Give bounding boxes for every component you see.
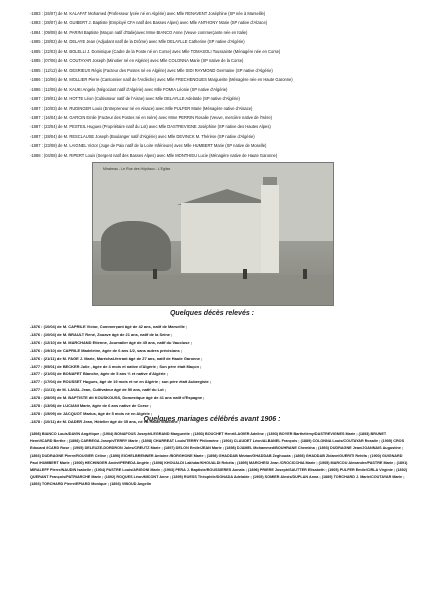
marriages-heading: Quelques mariages célébrés avant 1906 :: [143, 416, 281, 423]
marriage-record: -1883 : (28/07) de M. GUIBERT J. Baptiste (Employé CFA natif des Basses Alpes) avec Mlle ANTHONY Marie (SP native d'Alzace): [30, 20, 268, 26]
deaths-heading: Quelques décès relevés :: [169, 310, 255, 317]
marriage-record: -1887 : (16/04) de M. GARCIN Emile (Facteur des Postes né en Isère) avec Mme PERRIN Rosalie (Veuve, mercière native de l'Isère): [30, 114, 272, 120]
marriage-record: -1886 : (12/06) de M. KAUKI Angelo (Négociant natif d'Algérie) avec Mlle FOMIA Léonie (SP native d'Algérie): [30, 86, 228, 92]
death-record: -1878 : (15/09) de JACQUOT Marius, âgé de 5 mois né en Algérie ;: [30, 410, 153, 416]
marriage-record: -1885 : (12/12) de M. DESRIEUX Régis (Facteur des Postes né en Algérie) avec Mlle SIDI RAYMOND Germaine (SP native d'Algérie): [30, 67, 273, 73]
person-figure: [303, 269, 307, 279]
marriage-record: -1887 : (28/04) de M. RESCLAUSE Joseph (Boulanger natif d'Algérie) avec Mlle DEVINCK M. Thérèse (SP native d'Algérie): [30, 133, 255, 139]
marriage-record: -1887 : (29/01) de M. HOTTE Léon (Cultivateur natif de l'Aisne) avec Mlle DELAYLLE Adelaïde (SP native d'Algérie): [30, 96, 240, 102]
marriages-paragraph: (1898) BIANCO Louis/DAVIN Angélique ; (1904) BONAFOUS Joseph/LEGRAND Marguerite ; (1893) BOUCHET Henri/LAGIER Adeline ; (1893) BOYER Barthélémy/DASTREVIGNES Marie ; (1893) BRUNET Henri/ICARD Berthe ; (1898) CARREGA Joseph/TERRY Marie ; (1898) CHARREAT Louis/TERRY Philomène ; (1904) CLAUDET Léon/ALBANEL François ; (1889) COLONNA Louis/COUTAYAR Rosalie ; (1905) CROS Edouard /ICARD Rose ; (1905) DELEUZE-DORDRON Jules/CREUTZ Marie ; (1897) DELON Emile/JEAN Marie ; (1898) DJAMEL Mohammed/BOUHRANE Chemkha ; (1893) DUDRAGNE Jean/JOANNAIS Augustine ; (1893) DUDRAGNE Pierre/ROUGIER Céline ; (1890) EICHELBRENNER Antoine /BORGHONE Marie ; (1898) GHADDAB Mézian/GHADDAB Zeghouda ; (1898) GHADDAB Zidane/GUERITI Rehifa ; (1900) GUIGNARD Paul /HUMBERT Marie ; (1900) HECHINGER André/PEREDA Angèle ; (1898) KHOUALDI Lakhdar/KHOUALDI Rebéia ; (1895) MARCHESI Jean /CROCICCHIA Marie ; (1905) MARCOU Alexandre/PASTRE Marie ; (1891) MIRALEFF Pierre/NAUDIN Isabelle ; (1904) PASTRE Louis/ARIGONI Marie ; (1903) PERA J. Baptiste/ROUSSIERES Annaïs ; (1896) PRIERE Joseph/SAUTTER Elisabeth ; (1905) PULFER Emile/CIRLA Virginie ; (1892) QUERANT François/PATRIARCHE Marie ; (1892) ROQUES Léon/MICONT Anne ; (1895) RUESS Théophile/DONADA Adelaïde ; (1905) SOMIER Alexis/DUPLAN Anna ; (1889) TORCHARD J. Marie/COUTAYAR Marie ; (1893) TORCHARD Pierre/EPIARD Monique ; (1893) VIBOUD Angelin: [30, 432, 408, 487]
death-record: -1877 : (17/04) de ROUSSET Hugues, âgé de 19 mois et né en Algérie ; son père était Aubergiste ;: [30, 379, 212, 385]
photo-trees: [101, 221, 171, 271]
photo-ground: [93, 275, 333, 305]
postcard-caption: Mirabeau - Le Rue des Hôpitaux - L'Eglise: [103, 167, 171, 171]
marriage-record: -1887 : (10/03) de M. RUDINGER Louis (Entrepreneur né en Alsace) avec Mlle PULFER Marie (Ménagère native d'Alsace): [30, 105, 253, 111]
bell-tower: [261, 185, 279, 273]
marriage-record: -1883 : (26/07) de M. KALAFAT Mohamed (Professeur lycée né en Algérie) avec Mlle RENAVENT Joséphine (SP née à Marseille): [30, 11, 266, 16]
marriage-record: -1887 : (23/04) de M. PESTEIL Hugues (Propriétaire natif du Lot) avec Mlle DASTREVIGNE Joséphine (SP native des Hautes Alpes): [30, 124, 271, 130]
marriage-record: -1887 : (23/08) de M. LAIGNEL Victor (Juge de Paix natif de la Loire Inférieure) avec Mlle HUMBERT Marie (SP native de Moselle): [30, 143, 267, 149]
marriage-record: -1888 : (04/08) de M. RIPERT Louis (Sergent natif des Basses Alpes) avec Mlle MONTHIEU Lucie (Ménagère native de Haute Garonne): [30, 152, 278, 158]
death-record: -1876 : (19/10) de CAPRILE Madeleine, âgée de 6 ans 1/2, sans autres précisions ;: [30, 347, 183, 353]
marriage-records-list: [30, 9, 402, 160]
marriage-record: -1884 : (09/08) de M. PARINI Baptiste (Maçon natif d'Italie)avec Mme BIANCO Anne (Veuve commerçante née en Italie): [30, 29, 248, 35]
marriage-record: -1885 : (07/06) de M. COUTAYAR Joseph (Minotier né en Algérie) avec Mlle COLONNA Marie (SP native de la Corse): [30, 58, 244, 64]
death-record: -1878 : (10/11) de M. DADER Jean, Hôtelier âgé de 35 ans, né en Haute Garonne ;: [30, 418, 181, 424]
death-record: -1876 : (12/10) de M. MARCHAND Etienne, Journalier âgé de 45 ans, natif du Vaucluse ;: [30, 339, 192, 345]
marriage-record: -1885 : (22/03) de M. BOLELLI J. Dominique (Cadre de la Poste né en Corse) avec Mlle TOMASOLI Toussainte (Ménagère née en Corse): [30, 48, 281, 54]
death-record: -1876 : (10/04) de M. BRAULT René, Zouave âgé de 21 ans, natif de la Seine ;: [30, 331, 173, 337]
death-record: -1876 : (21/11) de M. FAGE J. Marie, Maréchal-ferrant âgé de 27 ans, natif de Haute Garonne ;: [30, 355, 203, 361]
church-building: [181, 203, 273, 273]
postcard-photo-church: [92, 162, 334, 306]
death-record: -1878 : (28/05) de M. BAPTISTE dit KOUSKOUSS, Domestique âgé de 41 ans natif d'Espagne ;: [30, 395, 205, 401]
marriage-record: -1885 : (28/02) de M. DELAYE Jean (Adjudant natif de la Drôme) avec Mlle DELAYLLE Catherine (SP native d'Algérie): [30, 39, 245, 45]
person-figure: [243, 269, 247, 279]
death-record: -1876 : (10/04) de M. CAPRILE Victor, Commerçant âgé de 42 ans, natif de Marseille ;: [30, 324, 188, 329]
death-record: -1878 : (13/08) de LUCIANI Marie, âgée de 6 ans native de Corse ;: [30, 403, 152, 409]
death-records-list: [30, 323, 402, 426]
death-record: -1877 : (05/01) de BECKER Julie , âgée de 4 mois et native d'Algérie ; Son père était Maçon ;: [30, 363, 202, 369]
person-figure: [153, 269, 157, 279]
death-record: -1877 : (11/11) de M. LAVAL Jean, Cultivateur âgé de 50 ans, natif du Lot ;: [30, 387, 167, 393]
marriage-record: -1886 : (10/06) de M. MOLLIER Pierre (Cantonnier natif de l'Ardèche) avec Mlle FRECHENGUES Marguerite (Ménagère née en Haute Garonne): [30, 77, 293, 83]
death-record: -1877 : (21/03) de BONAFET Blanche, âgée de 5 ans ½ et native d'Algérie ;: [30, 371, 168, 377]
